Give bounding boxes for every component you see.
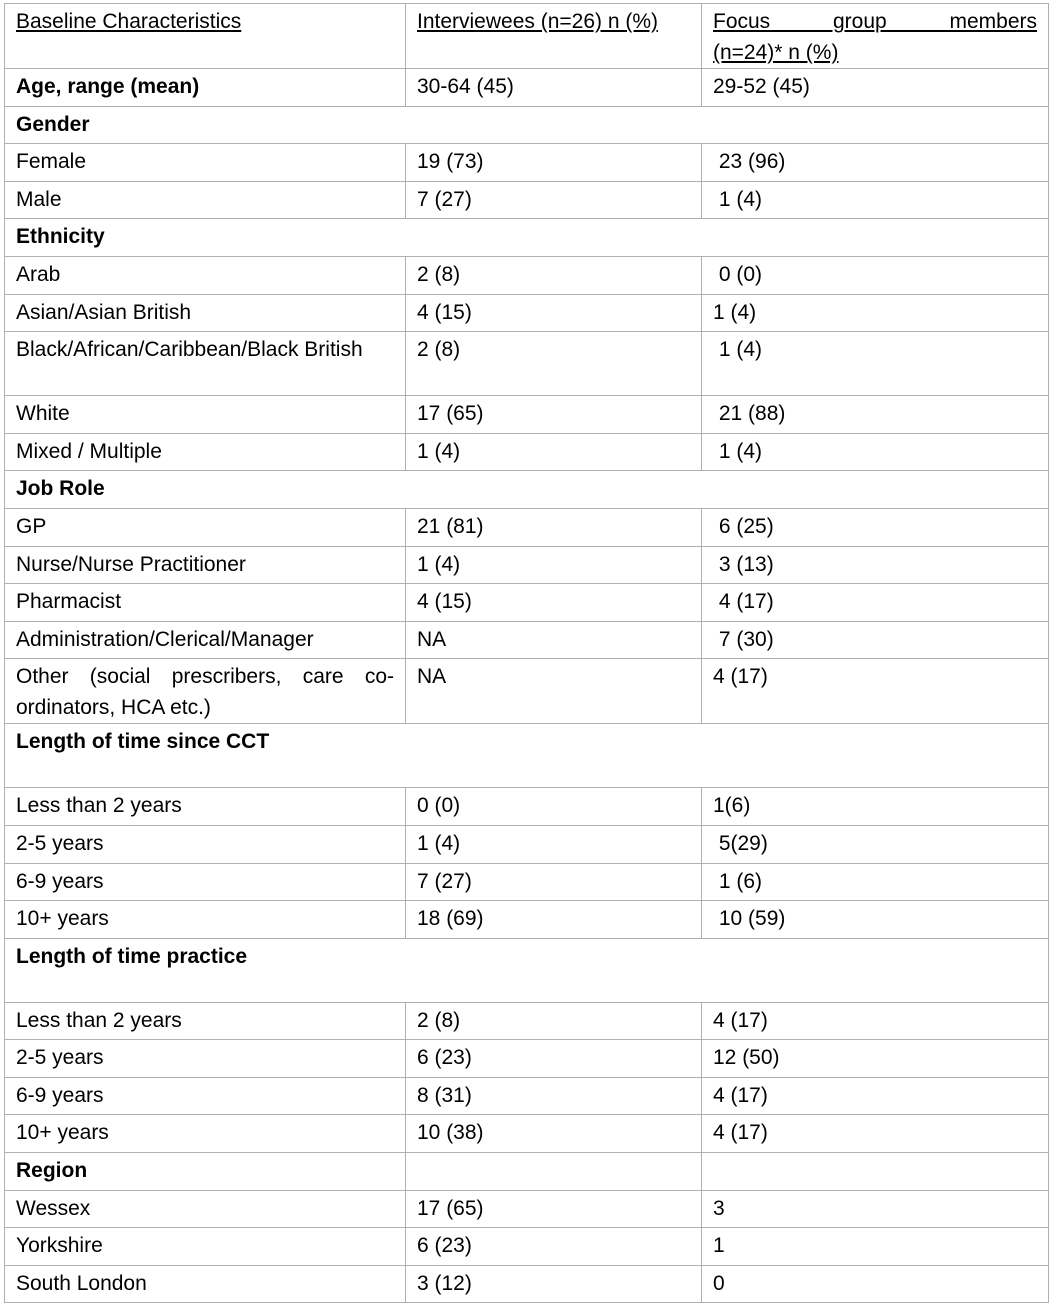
- row-label: 10+ years: [5, 1115, 406, 1153]
- focus-group-value: 29-52 (45): [702, 69, 1049, 107]
- focus-group-value: 21 (88): [702, 396, 1049, 434]
- focus-group-value: 1 (4): [702, 294, 1049, 332]
- interviewees-value: 2 (8): [406, 256, 702, 294]
- row-label: Mixed / Multiple: [5, 433, 406, 471]
- section-heading: Gender: [5, 106, 1049, 144]
- focus-group-value: 4 (17): [702, 1115, 1049, 1153]
- section-heading: Length of time practice: [5, 938, 1049, 1002]
- section-row: [5, 106, 1049, 144]
- empty-cell: [702, 1153, 1049, 1191]
- section-heading: Ethnicity: [5, 219, 1049, 257]
- focus-group-value: 1 (6): [702, 863, 1049, 901]
- header-focus-group-line2: (n=24)* n (%): [713, 41, 839, 64]
- focus-group-value: 12 (50): [702, 1040, 1049, 1078]
- table-row: [5, 546, 1049, 584]
- focus-group-value: 0 (0): [702, 256, 1049, 294]
- interviewees-value: 18 (69): [406, 901, 702, 939]
- row-label: Administration/Clerical/Manager: [5, 621, 406, 659]
- section-row: [5, 1153, 1049, 1191]
- interviewees-value: 0 (0): [406, 788, 702, 826]
- interviewees-value: 30-64 (45): [406, 69, 702, 107]
- table-row: [5, 788, 1049, 826]
- interviewees-value: 3 (12): [406, 1265, 702, 1303]
- table-row: [5, 433, 1049, 471]
- row-label: 2-5 years: [5, 825, 406, 863]
- interviewees-value: 2 (8): [406, 1002, 702, 1040]
- focus-group-value: 4 (17): [702, 584, 1049, 622]
- table-row: [5, 584, 1049, 622]
- focus-group-value: 10 (59): [702, 901, 1049, 939]
- table-row: [5, 181, 1049, 219]
- interviewees-value: 4 (15): [406, 584, 702, 622]
- interviewees-value: 1 (4): [406, 546, 702, 584]
- interviewees-value: NA: [406, 621, 702, 659]
- row-label: GP: [5, 508, 406, 546]
- focus-group-value: 4 (17): [702, 659, 1049, 724]
- row-label: Male: [5, 181, 406, 219]
- section-heading: Length of time since CCT: [5, 724, 1049, 788]
- table-row: [5, 1077, 1049, 1115]
- focus-group-value: 6 (25): [702, 508, 1049, 546]
- row-label: South London: [5, 1265, 406, 1303]
- interviewees-value: 21 (81): [406, 508, 702, 546]
- header-focus-group-members: [702, 4, 1049, 69]
- section-row: [5, 724, 1049, 788]
- row-label: 10+ years: [5, 901, 406, 939]
- table-row: [5, 1265, 1049, 1303]
- focus-group-value: 3: [702, 1190, 1049, 1228]
- interviewees-value: 10 (38): [406, 1115, 702, 1153]
- row-label: Less than 2 years: [5, 1002, 406, 1040]
- row-label: Age, range (mean): [5, 69, 406, 107]
- table-row: [5, 901, 1049, 939]
- interviewees-value: 17 (65): [406, 1190, 702, 1228]
- table-row: [5, 1002, 1049, 1040]
- header-baseline-characteristics: Baseline Characteristics: [5, 4, 406, 69]
- interviewees-value: 7 (27): [406, 863, 702, 901]
- interviewees-value: 19 (73): [406, 144, 702, 182]
- interviewees-value: 6 (23): [406, 1040, 702, 1078]
- row-label: Black/African/Caribbean/Black British: [5, 332, 406, 396]
- interviewees-value: 2 (8): [406, 332, 702, 396]
- row-label: 6-9 years: [5, 1077, 406, 1115]
- row-label: Wessex: [5, 1190, 406, 1228]
- table-row: [5, 825, 1049, 863]
- focus-group-value: 1 (4): [702, 433, 1049, 471]
- table-row: [5, 863, 1049, 901]
- row-label: 6-9 years: [5, 863, 406, 901]
- section-row: [5, 938, 1049, 1002]
- focus-group-value: 1(6): [702, 788, 1049, 826]
- row-label: Arab: [5, 256, 406, 294]
- interviewees-value: 1 (4): [406, 825, 702, 863]
- section-row: [5, 471, 1049, 509]
- focus-group-value: 4 (17): [702, 1002, 1049, 1040]
- table-header-row: [5, 4, 1049, 69]
- interviewees-value: 17 (65): [406, 396, 702, 434]
- table-row: [5, 396, 1049, 434]
- row-label: Nurse/Nurse Practitioner: [5, 546, 406, 584]
- focus-group-value: 7 (30): [702, 621, 1049, 659]
- row-label: Asian/Asian British: [5, 294, 406, 332]
- header-interviewees: Interviewees (n=26) n (%): [406, 4, 702, 69]
- interviewees-value: NA: [406, 659, 702, 724]
- section-heading: Job Role: [5, 471, 1049, 509]
- empty-cell: [406, 1153, 702, 1191]
- row-label: White: [5, 396, 406, 434]
- section-heading: Region: [5, 1153, 406, 1191]
- row-label: Other (social prescribers, care co-ordinators, HCA etc.): [5, 659, 406, 724]
- interviewees-value: 8 (31): [406, 1077, 702, 1115]
- table-row: [5, 294, 1049, 332]
- interviewees-value: 6 (23): [406, 1228, 702, 1266]
- table-row: [5, 1190, 1049, 1228]
- table-row: [5, 1115, 1049, 1153]
- interviewees-value: 4 (15): [406, 294, 702, 332]
- row-label: 2-5 years: [5, 1040, 406, 1078]
- section-row: [5, 219, 1049, 257]
- row-label: Less than 2 years: [5, 788, 406, 826]
- table-row: [5, 256, 1049, 294]
- row-label: Yorkshire: [5, 1228, 406, 1266]
- table-row: [5, 1040, 1049, 1078]
- focus-group-value: 23 (96): [702, 144, 1049, 182]
- focus-group-value: 1 (4): [702, 332, 1049, 396]
- focus-group-value: 1: [702, 1228, 1049, 1266]
- focus-group-value: 0: [702, 1265, 1049, 1303]
- row-label: Pharmacist: [5, 584, 406, 622]
- table-row: [5, 332, 1049, 396]
- interviewees-value: 1 (4): [406, 433, 702, 471]
- table-row: [5, 621, 1049, 659]
- header-focus-group-line1: Focus group members: [713, 10, 1037, 33]
- focus-group-value: 3 (13): [702, 546, 1049, 584]
- table-row: [5, 1228, 1049, 1266]
- interviewees-value: 7 (27): [406, 181, 702, 219]
- table-row: [5, 144, 1049, 182]
- table-row: [5, 659, 1049, 724]
- focus-group-value: 1 (4): [702, 181, 1049, 219]
- focus-group-value: 5(29): [702, 825, 1049, 863]
- row-label: Female: [5, 144, 406, 182]
- table-row: [5, 69, 1049, 107]
- baseline-characteristics-table: [4, 3, 1049, 1303]
- focus-group-value: 4 (17): [702, 1077, 1049, 1115]
- table-row: [5, 508, 1049, 546]
